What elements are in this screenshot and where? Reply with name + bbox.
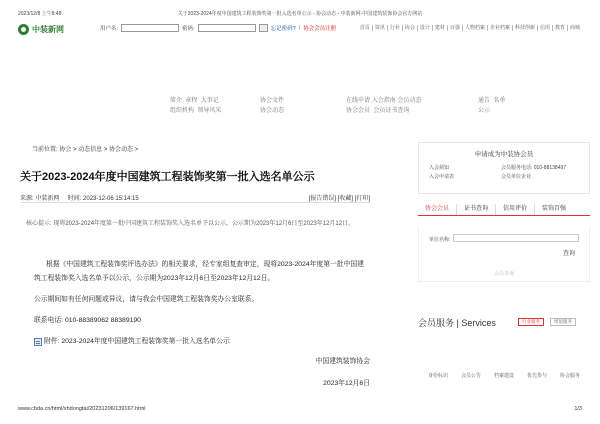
menu-link[interactable]: 协会文件 [260, 98, 285, 104]
login-form [100, 24, 336, 32]
forgot-password-link[interactable]: 忘记密码? [270, 26, 296, 32]
article-source: 来源: 中装新网 [20, 196, 60, 202]
attachment-link[interactable]: 附件: 2023-2024年度中国建筑工程装饰奖第一批入选名单公示 [44, 338, 230, 345]
top-nav-item[interactable]: 企业档案 [487, 25, 512, 31]
article-summary: 核心提示: 现将2023-2024年度第一批中国建筑工程装饰奖入选名单予以公示，公示期为2023年12月6日至2023年12月12日。 [26, 221, 355, 227]
article-body [34, 258, 366, 356]
services-title: 会员服务 | Services [418, 318, 496, 328]
top-nav-item[interactable]: 商城 [567, 25, 582, 31]
menu-column [346, 96, 421, 116]
breadcrumb: 当前位置: 协会 > 动态信息 > 协会动态 > [32, 147, 139, 153]
menu-link[interactable]: 会员证书查询 [373, 108, 410, 114]
site-logo[interactable] [18, 22, 64, 36]
article-paragraph: 公示期间如有任何问题或异议，请与我会中国建筑工程装饰奖办公室联系。 [34, 296, 259, 303]
top-nav-item[interactable]: 行业 [387, 25, 402, 31]
top-nav-item[interactable]: 百强 [447, 25, 462, 31]
company-name-label: 单位名称: [429, 237, 451, 243]
print-page-number: 1/3 [574, 406, 582, 412]
login-button[interactable] [259, 24, 268, 32]
top-nav-item[interactable]: 协会 [402, 25, 417, 31]
article-time: 时间: 2023-12-06 15:14:15 [67, 196, 139, 202]
top-nav-item[interactable]: 设计 [417, 25, 432, 31]
benefit-link[interactable]: 档案建设 [493, 373, 514, 379]
menu-link[interactable]: 简介 [170, 98, 183, 104]
menu-column [170, 96, 221, 116]
article-paragraph: 根据《中国建筑工程装饰奖评选办法》的相关要求，经专家组复查审定，现将2023-2024年度第一批中国建筑工程装饰奖入选名单予以公示，公示期为2023年12月6日至2023年12月12日。 [34, 261, 364, 282]
menu-link[interactable]: 章程 [185, 98, 198, 104]
industry-service-button[interactable]: 行业服务 [518, 318, 544, 326]
login-separator: | [298, 25, 301, 31]
top-nav-item[interactable]: 教育 [552, 25, 567, 31]
top-nav-item[interactable]: 建材 [432, 25, 447, 31]
member-form-link[interactable]: 入会申请表 [429, 174, 455, 180]
menu-link[interactable]: 会员动态 [397, 98, 422, 104]
print-datetime: 2023/12/8 上午8:48 [18, 11, 62, 17]
association-menu [170, 96, 550, 120]
print-footer [18, 406, 582, 414]
member-tabs [418, 204, 590, 216]
top-nav-item[interactable]: 首页 [359, 25, 370, 31]
member-search-panel [418, 226, 590, 282]
menu-link[interactable]: 领导风采 [197, 108, 222, 114]
tab-certificate[interactable]: 证书查询 [457, 204, 496, 215]
benefit-link[interactable]: 协会服务 [559, 373, 580, 379]
benefit-link[interactable]: 身份标识 [428, 373, 449, 379]
topbar [18, 22, 582, 36]
menu-column [260, 96, 284, 116]
top-nav-item[interactable]: 资讯 [372, 25, 387, 31]
menu-link[interactable]: 公示 [478, 108, 491, 114]
article-title: 关于2023-2024年度中国建筑工程装饰奖第一批入选名单公示 [20, 171, 315, 183]
benefit-link[interactable]: 优先参与 [526, 373, 547, 379]
search-button[interactable]: 查询 [562, 251, 575, 257]
print-page-title: 关于2023-2024年度中国建筑工程装饰奖第一批入选名单公示 - 协会动态 - 中装新网·中国建筑装饰协会官方网站 [177, 11, 423, 17]
top-nav-item[interactable]: 人物档案 [462, 25, 487, 31]
member-services [418, 316, 590, 328]
member-guide-link[interactable]: 入会须知 [429, 165, 450, 171]
search-tip: 会员查询 [493, 271, 514, 277]
menu-link[interactable]: 大事记 [200, 98, 219, 104]
signoff-date: 2023年12月6日 [323, 380, 370, 387]
top-nav-item[interactable]: 科技创新 [512, 25, 537, 31]
article-actions[interactable]: [报告错误] [收藏] [打印] [308, 196, 370, 202]
tab-credit[interactable]: 信用评价 [496, 204, 535, 215]
article-meta [20, 193, 370, 203]
member-service-phone: 会员服务电话: 010-88138497 [501, 165, 567, 171]
top-nav [358, 25, 582, 31]
menu-link[interactable]: 通告 [478, 98, 491, 104]
password-input[interactable] [198, 24, 256, 32]
logo-icon [18, 24, 29, 35]
member-apply-title[interactable]: 申请成为中装协会员 [474, 151, 534, 158]
member-apply-box [418, 142, 590, 194]
menu-link[interactable]: 名单 [493, 98, 506, 104]
member-benefit-links [418, 372, 590, 380]
tab-members[interactable]: 协会会员 [418, 204, 457, 215]
menu-column [478, 96, 505, 116]
tab-top100[interactable]: 装饰百强 [542, 206, 567, 212]
menu-link[interactable]: 协会会员 [346, 108, 371, 114]
register-link[interactable]: 协会会员注册 [303, 26, 337, 32]
signoff-organization: 中国建筑装饰协会 [315, 358, 370, 365]
print-url: www.cbda.cn/html/xhdongtai/20231206/139167.html [18, 406, 146, 412]
attachment-line [34, 335, 366, 349]
print-header [18, 10, 582, 18]
logo-text: 中装新网 [32, 24, 64, 34]
menu-link[interactable]: 协会动态 [260, 108, 285, 114]
member-companies-link[interactable]: 会员单位企业 [501, 174, 532, 180]
contact-phone: 联系电话: 010-88389062 88389190 [34, 317, 141, 324]
password-label: 密码: [182, 26, 195, 32]
username-label: 用户名: [100, 26, 119, 32]
company-name-input[interactable] [453, 234, 579, 242]
menu-link[interactable]: 入会指南 [371, 98, 396, 104]
menu-link[interactable]: 组织机构 [170, 108, 195, 114]
top-nav-item[interactable]: 信用 [537, 25, 552, 31]
menu-link[interactable]: 在线申请 [346, 98, 371, 104]
attachment-icon [34, 338, 42, 346]
value-added-service-button[interactable]: 增值服务 [550, 318, 576, 326]
username-input[interactable] [121, 24, 179, 32]
benefit-link[interactable]: 会员公告 [460, 373, 481, 379]
